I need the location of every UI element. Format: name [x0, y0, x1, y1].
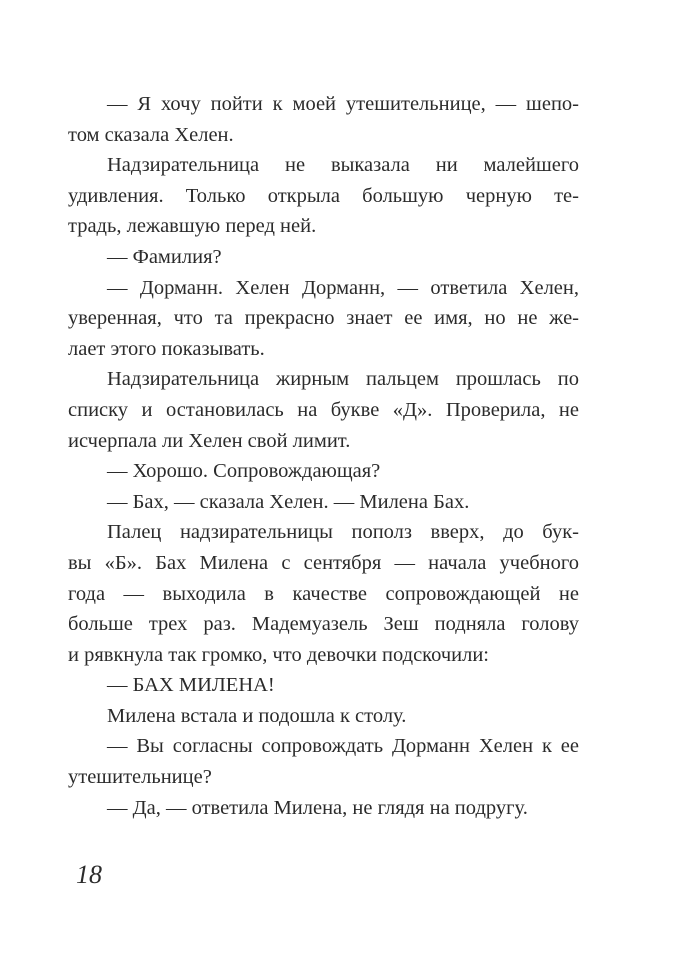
text-line: Надзирательница не выказала ни малейшего: [107, 154, 579, 177]
text-line: — Хорошо. Сопровождающая?: [107, 460, 381, 483]
text-line: Милена встала и подошла к столу.: [107, 704, 407, 727]
text-line: уверенная, что та прекрасно знает ее имя, но не же-: [68, 307, 579, 330]
text-line: — Я хочу пойти к моей утешительнице, — шепо-: [107, 93, 579, 115]
text-line: удивления. Только открыла большую черную те-: [68, 184, 579, 207]
text-line: том сказала Хелен.: [68, 123, 234, 146]
text-line: утешительнице?: [68, 766, 212, 789]
text-line: списку и остановилась на букве «Д». Проверила, не: [68, 398, 579, 421]
text-line: исчерпала ли Хелен свой лимит.: [68, 429, 351, 452]
text-line: года — выходила в качестве сопровождающей не: [68, 582, 579, 605]
text-line: — Да, — ответила Милена, не глядя на подругу.: [107, 796, 528, 819]
text-line: больше трех раз. Мадемуазель Зеш подняла голову: [68, 613, 579, 636]
body-text: [68, 89, 579, 823]
text-line: Палец надзирательницы пополз вверх, до бук-: [107, 521, 579, 544]
text-line: и рявкнула так громко, что девочки подскочили:: [68, 643, 489, 666]
text-line: Надзирательница жирным пальцем прошлась по: [107, 368, 579, 391]
page-number: 18: [76, 860, 102, 889]
text-line: — Дорманн. Хелен Дорманн, — ответила Хелен,: [107, 276, 579, 299]
text-line: — Бах, — сказала Хелен. — Милена Бах.: [107, 490, 470, 513]
text-line: — БАХ МИЛЕНА!: [107, 674, 275, 697]
text-line: — Вы согласны сопровождать Дорманн Хелен к ее: [107, 735, 579, 758]
text-line: традь, лежавшую перед ней.: [68, 215, 317, 238]
text-line: вы «Б». Бах Милена с сентября — начала учебного: [68, 551, 579, 574]
text-line: лает этого показывать.: [68, 337, 265, 360]
text-line: — Фамилия?: [107, 245, 222, 268]
